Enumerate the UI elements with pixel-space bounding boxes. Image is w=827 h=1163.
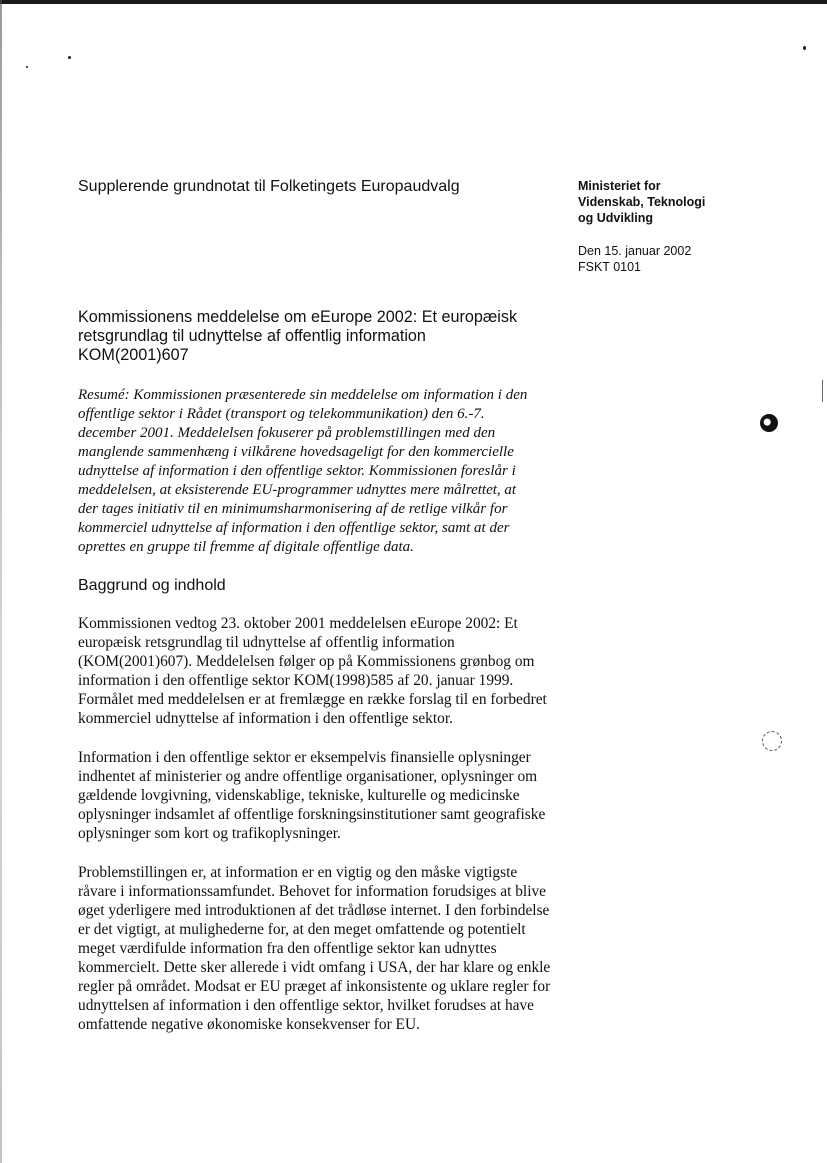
document-title-line: Kommissionens meddelelse om eEurope 2002: Et europæisk <box>78 308 518 326</box>
document-title-line: retsgrundlag til udnyttelse af offentlig information <box>78 327 426 345</box>
resume-line: oprettes en gruppe til fremme af digitale offentlige data. <box>78 539 414 555</box>
paragraph-line: er det vigtigt, at mulighederne for, at den meget omfattende og potentielt <box>78 921 526 938</box>
paragraph-line: omfattende negative økonomiske konsekvenser for EU. <box>78 1016 420 1033</box>
paragraph-line: Information i den offentlige sektor er eksempelvis finansielle oplysninger <box>78 749 531 766</box>
paragraph-line: øget yderligere med introduktionen af det trådløse internet. I den forbindelse <box>78 902 550 919</box>
ministry-line: Videnskab, Teknologi <box>578 195 706 209</box>
document-meta <box>578 243 691 275</box>
paragraph-line: Formålet med meddelelsen er at fremlægge en række forslag til en forbedret <box>78 691 547 708</box>
paragraph-line: information i den offentlige sektor KOM(1998)585 af 20. januar 1999. <box>78 672 514 689</box>
ministry-line: Ministeriet for <box>578 179 661 193</box>
scan-speck <box>68 56 71 59</box>
body-paragraph <box>78 614 598 728</box>
section-heading: Baggrund og indhold <box>78 577 226 594</box>
resume-line: offentlige sektor i Rådet (transport og telekommunikation) den 6.-7. <box>78 406 485 422</box>
resume-line: meddelelsen, at eksisterende EU-programmer udnyttes mere målrettet, at <box>78 482 517 498</box>
document-title <box>78 308 578 365</box>
paragraph-line: Kommissionen vedtog 23. oktober 2001 meddelelsen eEurope 2002: Et <box>78 615 518 632</box>
paragraph-line: regler på området. Modsat er EU præget af inkonsistente og uklare regler for <box>78 978 551 995</box>
paragraph-line: kommercielt. Dette sker allerede i vidt omfang i USA, der har klare og enkle <box>78 959 551 976</box>
resume-line: udnyttelse af information i den offentlige sektor. Kommissionen foreslår i <box>78 463 516 479</box>
paragraph-line: gældende lovgivning, videnskablige, tekniske, kulturelle og medicinske <box>78 787 520 804</box>
document-date: Den 15. januar 2002 <box>578 244 692 258</box>
document-title-line: KOM(2001)607 <box>78 346 189 364</box>
paragraph-line: udnyttelsen af information i den offentlige sektor, hvilket forudses at have <box>78 997 534 1014</box>
paragraph-line: kommerciel udnyttelse af information i den offentlige sektor. <box>78 710 453 727</box>
scan-left-edge <box>0 0 2 1163</box>
paragraph-line: indhentet af ministerier og andre offentlige organisationer, oplysninger om <box>78 768 538 785</box>
scan-top-edge <box>0 0 827 4</box>
paragraph-line: oplysninger som kort og trafikoplysninger. <box>78 825 341 842</box>
punch-hole-icon <box>760 414 778 432</box>
paragraph-line: (KOM(2001)607). Meddelelsen følger op på Kommissionens grønbog om <box>78 653 535 670</box>
paragraph-line: meget værdifulde information fra den offentlige sektor kan udnyttes <box>78 940 497 957</box>
resume-line: december 2001. Meddelelsen fokuserer på problemstillingen med den <box>78 425 496 441</box>
paragraph-line: råvare i informationssamfundet. Behovet for information forudsiges at blive <box>78 883 547 900</box>
ministry-line: og Udvikling <box>578 211 653 225</box>
paragraph-line: oplysninger indsamlet af offentlige forskningsinstitutioner samt geografiske <box>78 806 546 823</box>
body-paragraph <box>78 863 598 1034</box>
resume-line: manglende sammenhæng i vilkårene hovedsageligt for den kommercielle <box>78 444 514 460</box>
resume-line: kommerciel udnyttelse af information i den offentlige sektor, samt at der <box>78 520 510 536</box>
resume-line: Resumé: Kommissionen præsenterede sin meddelelse om information i den <box>78 387 528 403</box>
scan-edge-mark <box>822 380 823 402</box>
paragraph-line: Problemstillingen er, at information er en vigtig og den måske vigtigste <box>78 864 518 881</box>
body-paragraph <box>78 748 598 843</box>
punch-hole-icon <box>762 731 782 751</box>
document-reference: FSKT 0101 <box>578 260 642 274</box>
scan-speck <box>26 66 28 68</box>
resume-summary <box>78 386 588 557</box>
header-title: Supplerende grundnotat til Folketingets Europaudvalg <box>78 178 460 195</box>
resume-line: der tages initiativ til en minimumsharmonisering af de retlige vilkår for <box>78 501 508 517</box>
paragraph-line: europæisk retsgrundlag til udnyttelse af offentlig information <box>78 634 455 651</box>
ministry-name <box>578 178 758 226</box>
scan-speck <box>803 46 806 50</box>
